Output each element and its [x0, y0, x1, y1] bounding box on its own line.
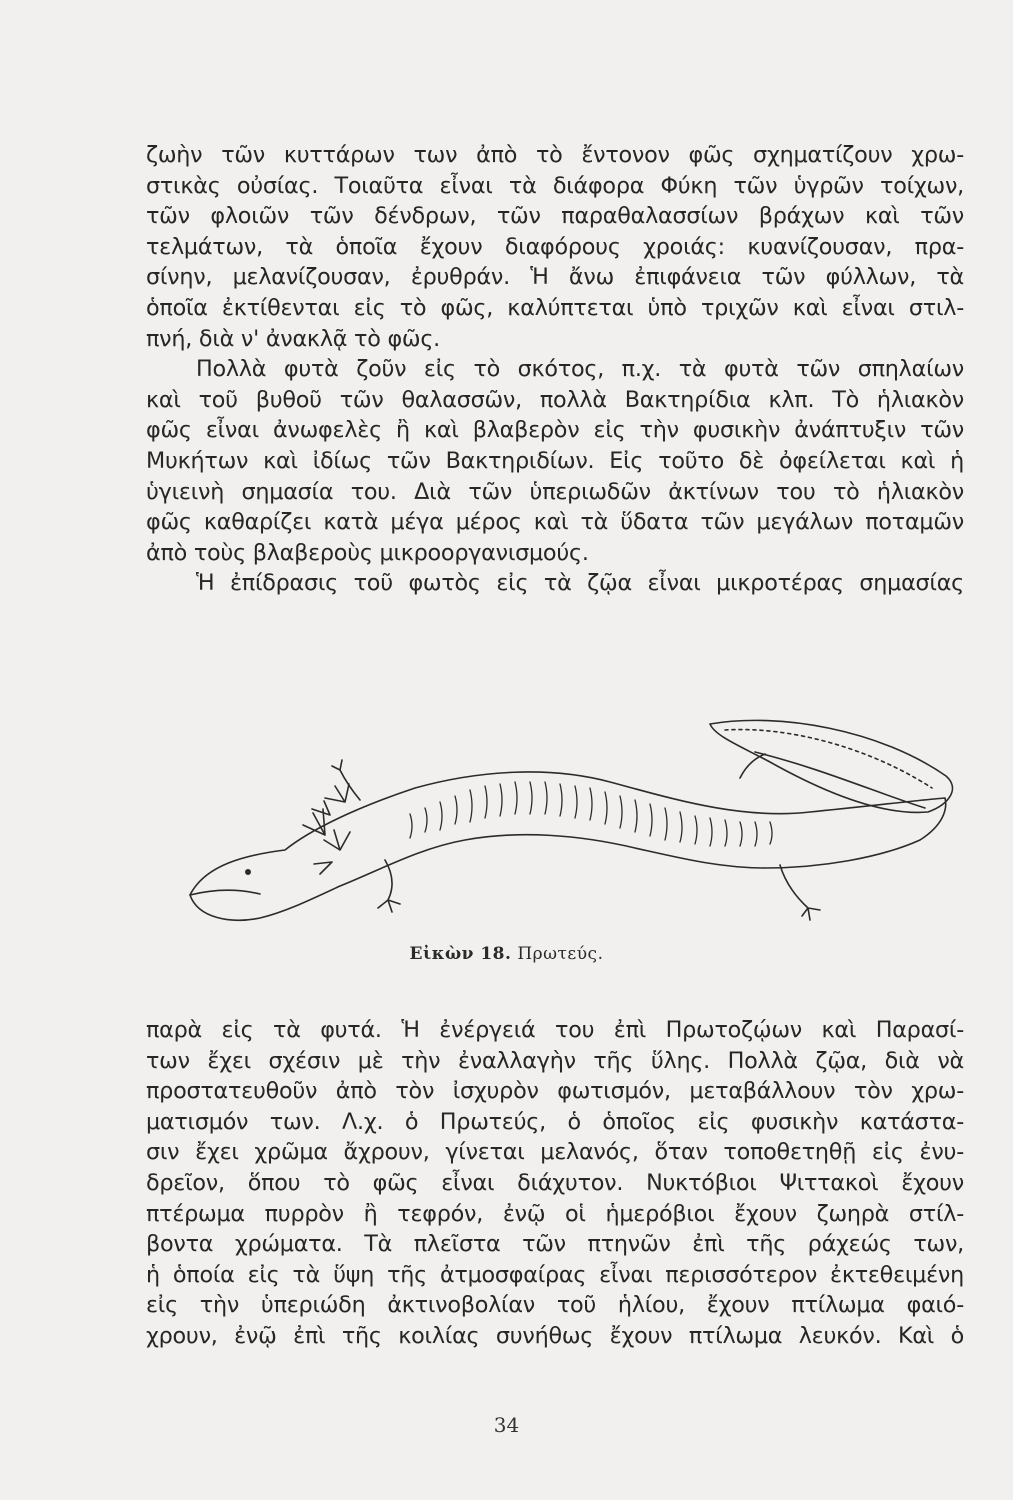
costal-grooves [410, 782, 772, 846]
hind-legs [740, 754, 820, 920]
text-line: ἀπὸ τοὺς βλαβεροὺς μικροοργανισμούς. [146, 539, 589, 566]
figure-caption [0, 944, 1013, 964]
text-line: πνή, διὰ ν' ἀνακλᾷ τὸ φῶς. [146, 325, 441, 352]
text-line: προστατευθοῦν ἀπὸ τὸν ἰσχυρὸν φωτισμόν, μεταβάλλουν τὸν χρω- [146, 1078, 964, 1105]
text-line: πτέρωμα πυρρὸν ἢ τεφρόν, ἐνῷ οἱ ἡμερόβιοι ἔχουν ζωηρὰ στίλ- [146, 1200, 964, 1227]
front-legs [332, 760, 400, 912]
text-line: Μυκήτων καὶ ἰδίως τῶν Βακτηριδίων. Εἰς τοῦτο δὲ ὀφείλεται καὶ ἡ [146, 447, 964, 474]
caption-label: Εἰκὼν 18. [409, 944, 512, 964]
text-line: σιν ἔχει χρῶμα ἄχρουν, γίνεται μελανός, ὅταν τοποθετηθῇ εἰς ἐνυ- [146, 1139, 964, 1166]
bottom-text-block [146, 1015, 964, 1352]
text-line: σίνην, μελανίζουσαν, ἐρυθράν. Ἡ ἄνω ἐπιφάνεια τῶν φύλλων, τὰ [146, 264, 964, 291]
text-line: φῶς εἶναι ἀνωφελὲς ἢ καὶ βλαβερὸν εἰς τὴν φυσικὴν ἀνάπτυξιν τῶν [146, 417, 964, 444]
text-line: Πολλὰ φυτὰ ζοῦν εἰς τὸ σκότος, π.χ. τὰ φυτὰ τῶν σπηλαίων [196, 356, 964, 383]
text-line: δρεῖον, ὅπου τὸ φῶς εἶναι διάχυτον. Νυκτόβιοι Ψιττακοὶ ἔχουν [146, 1169, 964, 1196]
text-line: ὑγιεινὴ σημασία του. Διὰ τῶν ὑπεριωδῶν ἀκτίνων του τὸ ἡλιακὸν [146, 478, 964, 505]
text-line: βοντα χρώματα. Τὰ πλεῖστα τῶν πτηνῶν ἐπὶ τῆς ράχεώς των, [146, 1231, 964, 1258]
text-line: στικὰς οὐσίας. Τοιαῦτα εἶναι τὰ διάφορα Φύκη τῶν ὑγρῶν τοίχων, [146, 172, 964, 199]
text-line: καὶ τοῦ βυθοῦ τῶν θαλασσῶν, πολλὰ Βακτηρίδια κλπ. Τὸ ἡλιακὸν [146, 386, 964, 413]
top-text-block [146, 140, 964, 599]
text-line: εἰς τὴν ὑπεριώδη ἀκτινοβολίαν τοῦ ἡλίου, ἔχουν πτίλωμα φαιό- [146, 1292, 964, 1319]
text-line: ματισμόν των. Λ.χ. ὁ Πρωτεύς, ὁ ὁποῖος εἰς φυσικὴν κατάστα- [146, 1108, 964, 1135]
text-line: ὁποῖα ἐκτίθενται εἰς τὸ φῶς, καλύπτεται ὑπὸ τριχῶν καὶ εἶναι στιλ- [146, 294, 964, 321]
text-line: παρὰ εἰς τὰ φυτά. Ἡ ἐνέργειά του ἐπὶ Πρωτοζῴων καὶ Παρασί- [146, 1017, 964, 1043]
tail-fin [710, 720, 952, 812]
text-line: ζωὴν τῶν κυττάρων των ἀπὸ τὸ ἔντονον φῶς σχηματίζουν χρω- [146, 142, 964, 168]
text-line: φῶς καθαρίζει κατὰ μέγα μέρος καὶ τὰ ὕδατα τῶν μεγάλων ποταμῶν [146, 509, 964, 536]
text-line: τῶν φλοιῶν τῶν δένδρων, τῶν παραθαλασσίων βράχων καὶ τῶν [146, 203, 964, 230]
gills [303, 784, 350, 874]
text-line: χρουν, ἐνῷ ἐπὶ τῆς κοιλίας συνήθως ἔχουν πτίλωμα λευκόν. Καὶ ὁ [146, 1322, 964, 1349]
page-number: 34 [493, 1413, 520, 1437]
text-line: των ἔχει σχέσιν μὲ τὴν ἐναλλαγὴν τῆς ὕλης. Πολλὰ ζῷα, διὰ νὰ [146, 1047, 964, 1074]
caption-text: Πρωτεύς. [517, 944, 604, 964]
proteus-illustration [180, 690, 970, 940]
text-line: ἡ ὁποία εἰς τὰ ὕψη τῆς ἀτμοσφαίρας εἶναι περισσότερον ἐκτεθειμένη [146, 1261, 964, 1288]
text-line: τελμάτων, τὰ ὁποῖα ἔχουν διαφόρους χροιάς: κυανίζουσαν, πρα- [146, 233, 964, 260]
text-line: Ἡ ἐπίδρασις τοῦ φωτὸς εἰς τὰ ζῷα εἶναι μικροτέρας σημασίας [196, 570, 964, 597]
body-outline [190, 772, 946, 920]
